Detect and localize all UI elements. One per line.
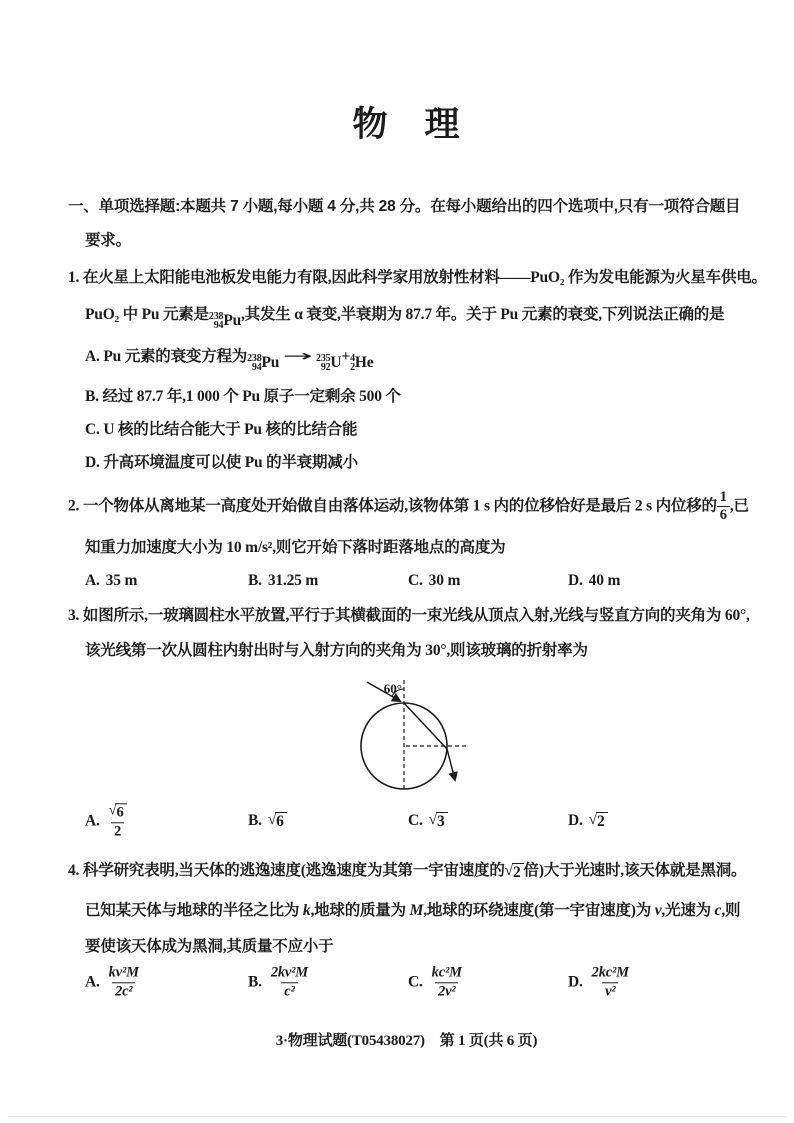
nuclide-he-4	[350, 352, 373, 374]
option-value: 31.25 m	[267, 572, 319, 590]
page-title: 物 理	[352, 105, 461, 144]
question-2-options	[68, 570, 745, 592]
fraction-denominator: 2v²	[435, 982, 458, 999]
question-3-line-1: 3. 如图所示,一玻璃圆柱水平放置,平行于其横截面的一束光线从顶点入射,光线与竖直方向的夹角为 60°,	[68, 607, 750, 625]
element-symbol: He	[354, 354, 374, 371]
fraction-denominator: 2c²	[112, 982, 135, 999]
square-root	[268, 812, 287, 830]
text-segment: 2. 一个物体从离地某一高度处开始做自由落体运动,该物体第 1 s 内的位移恰好是最后 2 s 内位移的	[68, 497, 717, 515]
angle-label: 60°	[383, 681, 402, 697]
question-3-option-c	[408, 810, 448, 832]
question-2-line-1	[68, 489, 749, 524]
atomic-number: 2	[350, 362, 355, 373]
atomic-number: 94	[213, 320, 224, 331]
formula-fraction	[106, 966, 142, 999]
text-segment: PuO₂ 中 Pu 元素是	[85, 306, 209, 323]
option-label: C.	[408, 812, 423, 830]
formula-fraction	[589, 966, 632, 999]
mass-number: 4	[350, 353, 355, 364]
variable-c: c	[714, 902, 722, 920]
question-1-line-1: 1. 在火星上太阳能电池板发电能力有限,因此科学家用放射性材料——PuO₂ 作为发电能源为火星车供电。	[68, 269, 767, 286]
reaction-arrow: →	[282, 347, 313, 365]
question-4-line-2	[85, 900, 745, 922]
mass-charge-stack	[316, 354, 330, 372]
nuclide-pu-238	[209, 310, 241, 332]
variable-k: k	[302, 902, 311, 920]
fraction-denominator: 6	[717, 506, 730, 523]
option-label: D.	[568, 973, 583, 991]
fraction-denominator: v²	[602, 982, 618, 999]
question-1-option-c: C. U 核的比结合能大于 Pu 核的比结合能	[85, 421, 358, 438]
mass-number: 238	[247, 353, 262, 364]
text-segment: 已知某天体与地球的半径之比为	[85, 902, 303, 920]
mass-number: 235	[316, 353, 331, 364]
variable-v: v	[654, 902, 662, 920]
text-segment: A. Pu 元素的衰变方程为	[85, 348, 248, 365]
radical-sign: √	[504, 862, 513, 880]
nuclide-u-235	[316, 352, 341, 374]
mass-charge-stack	[247, 354, 261, 372]
radical-sign: √	[267, 811, 277, 829]
option-label: A.	[85, 572, 100, 590]
mass-charge-stack	[209, 312, 223, 330]
text-segment: 倍)大于光速时,该天体就是黑洞。	[523, 862, 747, 880]
option-label: B.	[248, 973, 262, 991]
radicand: 2	[596, 812, 608, 830]
fraction-numerator: kv²M	[108, 964, 139, 981]
atomic-number: 94	[251, 362, 262, 373]
option-label: A.	[85, 973, 100, 991]
question-4-option-a	[85, 966, 142, 999]
page-content	[0, 105, 794, 1052]
nuclide-pu-238	[247, 352, 279, 374]
question-1-option-d: D. 升高环境温度可以使 Pu 的半衰期减小	[85, 454, 358, 471]
square-root	[505, 863, 524, 881]
question-2-option-c	[408, 570, 460, 592]
fraction-denominator: c²	[281, 982, 297, 999]
square-root	[429, 812, 448, 830]
question-3-options	[68, 799, 745, 843]
radicand: 3	[436, 812, 448, 830]
fraction-numerator: 2kc²M	[591, 964, 629, 981]
refracted-ray	[404, 703, 447, 749]
radicand: 2	[512, 863, 524, 881]
variable-M: M	[409, 902, 424, 920]
option-label: D.	[568, 572, 583, 590]
option-value: 35 m	[105, 572, 138, 590]
option-label: D.	[568, 812, 583, 830]
question-2-option-b	[248, 570, 318, 592]
question-3-figure	[330, 672, 745, 820]
text-segment: ,则	[721, 902, 741, 920]
question-3-option-a	[85, 804, 130, 839]
fraction-one-sixth	[717, 490, 730, 523]
text-segment: ,其发生 α 衰变,半衰期为 87.7 年。关于 Pu 元素的衰变,下列说法正确的是	[241, 306, 725, 323]
question-2-option-d	[568, 570, 620, 592]
text-segment: ,光速为	[661, 902, 715, 920]
option-value: 30 m	[428, 572, 461, 590]
question-1-option-a	[85, 345, 745, 374]
page-footer: 3·物理试题(T05438027) 第 1 页(共 6 页)	[275, 1033, 538, 1050]
question-2-option-a	[85, 570, 137, 592]
question-1-line-2	[85, 304, 745, 332]
radical-sign: √	[108, 802, 117, 819]
section-heading-line1: 一、单项选择题:本题共 7 小题,每小题 4 分,共 28 分。在每小题给出的四个选项中,只有一项符合题目	[68, 198, 741, 215]
exit-ray	[447, 749, 455, 780]
radical-sign: √	[588, 811, 597, 829]
fraction-denominator: 2	[111, 822, 124, 839]
text-segment: ,地球的环绕速度(第一宇宙速度)为	[423, 902, 655, 920]
question-4-option-c	[408, 966, 465, 999]
option-label: A.	[85, 812, 100, 830]
square-root	[109, 804, 127, 821]
mass-number: 238	[208, 311, 224, 322]
fraction-numerator: 1	[719, 489, 727, 505]
question-4-line-3: 要使该天体成为黑洞,其质量不应小于	[85, 938, 334, 956]
question-4-options	[68, 960, 745, 1004]
question-4-line-1	[68, 860, 745, 882]
formula-fraction	[429, 966, 465, 999]
element-symbol: Pu	[261, 354, 280, 371]
question-3-option-b	[248, 810, 287, 832]
question-4-option-b	[248, 966, 311, 999]
atomic-number: 92	[320, 362, 331, 373]
fraction-sqrt6-over-2	[106, 804, 130, 839]
square-root	[589, 812, 608, 830]
radicand: 6	[275, 812, 287, 830]
text-segment: ,地球的质量为	[310, 902, 410, 920]
section-heading-line2: 要求。	[85, 232, 131, 249]
question-3-option-d	[568, 810, 608, 832]
option-value: 40 m	[588, 572, 621, 590]
fraction-numerator: kc²M	[431, 964, 462, 981]
fraction-numerator	[106, 804, 130, 822]
question-2-line-2: 知重力加速度大小为 10 m/s²,则它开始下落时距落地点的高度为	[85, 539, 506, 557]
plus-sign: +	[341, 348, 351, 365]
option-label: B.	[248, 812, 262, 830]
radical-sign: √	[428, 811, 437, 829]
option-label: C.	[408, 973, 423, 991]
question-1-option-b: B. 经过 87.7 年,1 000 个 Pu 原子一定剩余 500 个	[85, 388, 401, 405]
element-symbol: U	[330, 354, 342, 371]
fraction-numerator: 2kv²M	[270, 964, 309, 981]
question-4-option-d	[568, 966, 632, 999]
formula-fraction	[268, 966, 311, 999]
radicand: 6	[115, 804, 126, 821]
text-segment: 4. 科学研究表明,当天体的逃逸速度(逃逸速度为其第一宇宙速度的	[68, 862, 505, 880]
element-symbol: Pu	[223, 312, 242, 329]
glass-cylinder-diagram	[330, 672, 490, 820]
text-segment: ,已	[729, 497, 749, 515]
option-label: B.	[248, 572, 262, 590]
question-3-line-2: 该光线第一次从圆柱内射出时与入射方向的夹角为 30°,则该玻璃的折射率为	[85, 642, 588, 660]
option-label: C.	[408, 572, 423, 590]
scan-edge-artifact	[8, 1116, 786, 1117]
